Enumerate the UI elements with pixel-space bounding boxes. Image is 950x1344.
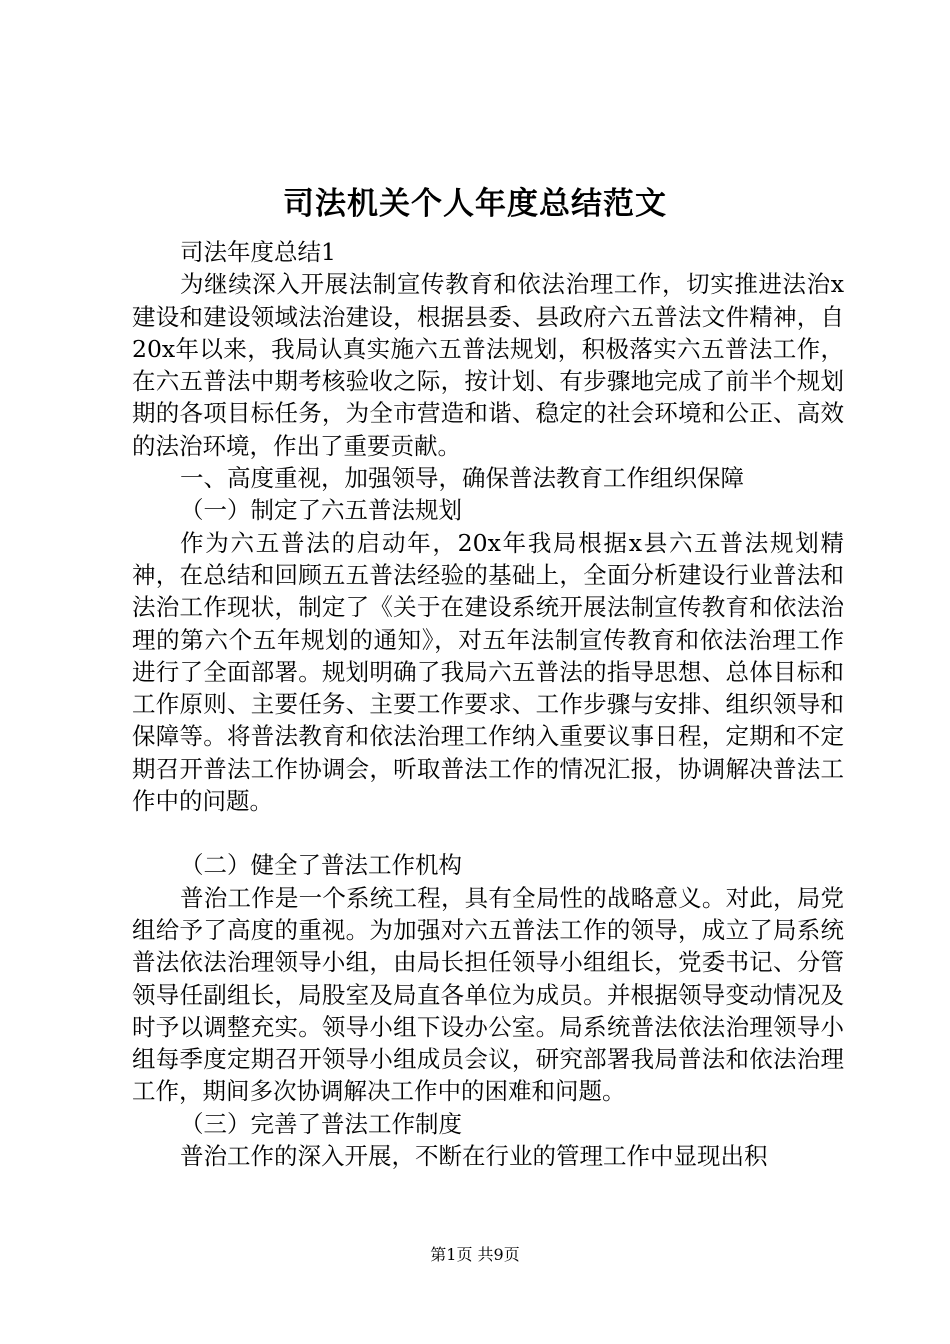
subsection-paragraph-3: 普治工作的深入开展，不断在行业的管理工作中显现出积: [180, 1142, 768, 1171]
page-footer: 第1页 共9页: [430, 1245, 520, 1264]
subsection-heading-3: （三）完善了普法工作制度: [180, 1109, 462, 1138]
subsection-heading-1: （一）制定了六五普法规划: [180, 496, 462, 525]
subtitle: 司法年度总结1: [180, 238, 336, 266]
subsection-paragraph-2: 普治工作是一个系统工程，具有全局性的战略意义。对此，局党组给予了高度的重视。为加强对六五普法工作的领导，成立了局系统普法依法治理领导小组，由局长担任领导小组组长，党委书记、分管领导任副组长，局股室及局直各单位为成员。并根据领导变动情况及时予以调整充实。领导小组下设办公室。局系统普法依法治理领导小组每季度定期召开领导小组成员会议，研究部署我局普法和依法治理工作，期间多次协调解决工作中的困难和问题。: [132, 883, 844, 1106]
section-heading-1: 一、高度重视，加强领导，确保普法教育工作组织保障: [180, 464, 744, 493]
subsection-paragraph-1: 作为六五普法的启动年，20x年我局根据x县六五普法规划精神，在总结和回顾五五普法经验的基础上，全面分析建设行业普法和法治工作现状，制定了《关于在建设系统开展法制宣传教育和依法治理的第六个五年规划的通知》，对五年法制宣传教育和依法治理工作进行了全面部署。规划明确了我局六五普法的指导思想、总体目标和工作原则、主要任务、主要工作要求、工作步骤与安排、组织领导和保障等。将普法教育和依法治理工作纳入重要议事日程，定期和不定期召开普法工作协调会，听取普法工作的情况汇报，协调解决普法工作中的问题。: [132, 528, 844, 816]
paragraph-gap: [132, 817, 844, 849]
subsection-heading-2: （二）健全了普法工作机构: [180, 851, 462, 880]
document-title: 司法机关个人年度总结范文: [283, 186, 667, 222]
document-body: [132, 236, 844, 1172]
intro-paragraph: 为继续深入开展法制宣传教育和依法治理工作，切实推进法治x建设和建设领域法治建设，根据县委、县政府六五普法文件精神，自20x年以来，我局认真实施六五普法规划，积极落实六五普法工作，在六五普法中期考核验收之际，按计划、有步骤地完成了前半个规划期的各项目标任务，为全市营造和谐、稳定的社会环境和公正、高效的法治环境，作出了重要贡献。: [132, 270, 844, 460]
